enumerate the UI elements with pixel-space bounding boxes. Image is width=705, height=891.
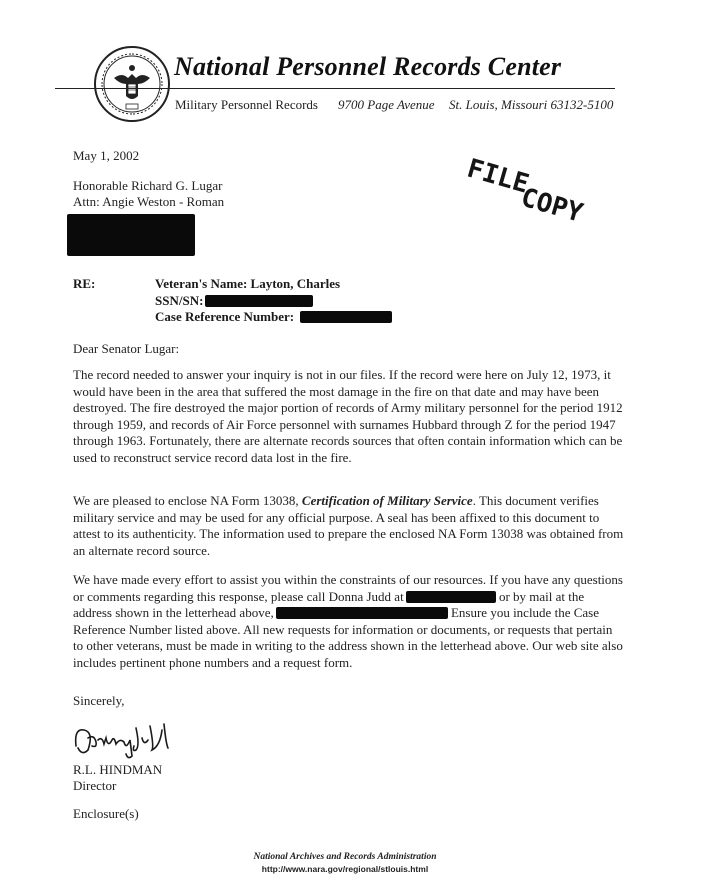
case-ref-line: [155, 309, 392, 326]
veteran-name: Veteran's Name: Layton, Charles: [155, 276, 341, 291]
file-copy-stamp: [463, 152, 595, 232]
org-name: National Personnel Records Center: [174, 52, 562, 81]
footer-url: http://www.nara.gov/regional/stlouis.html: [261, 864, 429, 874]
redacted-contact: [276, 607, 448, 619]
paragraph-3-mid: or by mail at the address shown in the letterhead above,: [73, 588, 585, 620]
nara-seal-icon: [92, 44, 172, 124]
paragraph-3: [73, 572, 625, 671]
signer-title: Director: [73, 778, 117, 793]
department: Military Personnel Records: [175, 97, 318, 112]
case-ref-label: Case Reference Number:: [155, 309, 295, 324]
paragraph-3-start: We have made every effort to assist you within the constraints of our resources. If you have any questions or comments regarding this response, please call Donna Judd at: [73, 572, 623, 604]
paragraph-1: The record needed to answer your inquiry is not in our files. If the record were here on July 12, 1973, it would have been in the area that suffered the most damage in the fire on that date and may have been destroyed. The fire destroyed the major portion of records of Army military personnel for the period 1912 through 1959, and records of Air Force personnel with surnames Hubbard through Z for the period 1947 through 1963. Fortunately, there are alternate records sources that often contain information which can be used to reconstruct service record data lost in the fire.: [73, 367, 623, 465]
redacted-ssn: [205, 295, 313, 307]
reference-block: [155, 276, 392, 326]
footer-agency: National Archives and Records Administration: [253, 852, 437, 862]
letterhead-divider: [55, 88, 615, 89]
redacted-address: [67, 214, 195, 256]
redacted-case-ref: [300, 311, 392, 323]
redacted-phone: [406, 591, 496, 603]
enclosure-note: Enclosure(s): [73, 806, 139, 821]
ssn-line: [155, 293, 392, 310]
salutation: Dear Senator Lugar:: [73, 341, 180, 356]
signature: [70, 716, 190, 762]
recipient-attn: Attn: Angie Weston - Roman: [73, 194, 225, 209]
city-address: St. Louis, Missouri 63132-5100: [449, 97, 614, 112]
closing: Sincerely,: [73, 693, 125, 708]
ssn-label: SSN/SN:: [155, 292, 204, 308]
recipient-name: Honorable Richard G. Lugar: [73, 178, 223, 193]
paragraph-3-end: Ensure you include the Case Reference Number listed above. All new requests for information or documents, or requests that pertain to other veterans, must be made in writing to the address shown in the letterhead above. Our web site also includes pertinent phone numbers and a request form.: [73, 605, 623, 670]
street-address: 9700 Page Avenue: [338, 97, 435, 112]
paragraph-2: [73, 493, 625, 559]
signer-name: R.L. HINDMAN: [73, 762, 163, 777]
re-label: RE:: [73, 276, 96, 291]
paragraph-2-end: . This document verifies military service and may be used for any official purpose. A seal has been affixed to this document to attest to its authenticity. The information used to prepare the enclosed NA Form 13038 was obtained from an alternate record source.: [73, 493, 624, 558]
stamp-line-1: FILE: [463, 153, 533, 200]
form-title: Certification of Military Service: [301, 493, 473, 508]
letter-date: May 1, 2002: [73, 148, 140, 163]
paragraph-2-start: We are pleased to enclose NA Form 13038,: [73, 493, 302, 508]
stamp-line-2: COPY: [517, 182, 587, 229]
